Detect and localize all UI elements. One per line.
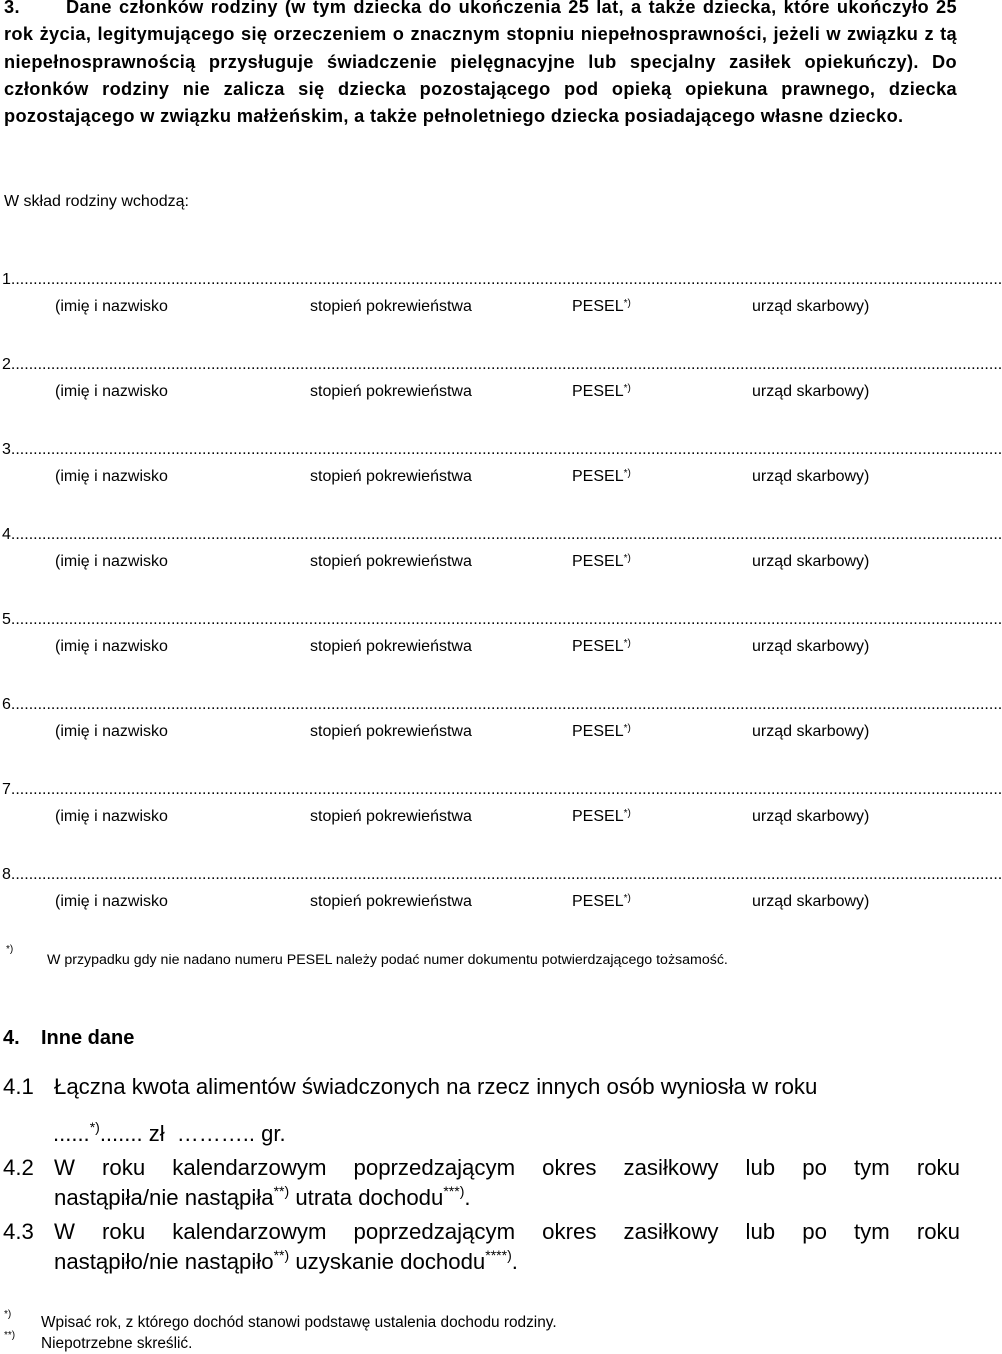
- member-entry-line[interactable]: [2, 525, 1002, 545]
- label-pesel: [572, 636, 631, 658]
- section-4-number: 4.: [3, 1027, 20, 1049]
- label-pesel-text: PESEL: [572, 893, 624, 910]
- label-pesel-text: PESEL: [572, 638, 624, 655]
- item-4-3-end: .: [511, 1249, 518, 1274]
- label-pesel: [572, 721, 631, 743]
- member-entry-line[interactable]: [2, 780, 1002, 800]
- member-entry-line[interactable]: [2, 695, 1002, 715]
- label-name: (imię i nazwisko: [55, 808, 168, 825]
- member-dots: ...............................................................................................................................................................................................................................: [10, 441, 1002, 458]
- family-member-row[interactable]: [0, 610, 1002, 670]
- member-entry-line[interactable]: [2, 270, 1002, 290]
- label-pesel: [572, 891, 631, 913]
- member-number: 6: [2, 696, 11, 713]
- label-pesel-mark: *): [623, 723, 631, 734]
- footnote-year: [0, 1311, 960, 1333]
- member-dots: ...............................................................................................................................................................................................................................: [10, 271, 1002, 288]
- member-dots: ...............................................................................................................................................................................................................................: [10, 611, 1002, 628]
- year-footnote-mark: *): [89, 1119, 100, 1135]
- label-name: (imię i nazwisko: [55, 383, 168, 400]
- label-pesel-mark: *): [623, 808, 631, 819]
- footnote-strike-text: Niepotrzebne skreślić.: [41, 1335, 193, 1352]
- gr-dots: ………..: [176, 1121, 255, 1146]
- label-name: (imię i nazwisko: [55, 553, 168, 570]
- item-4-2-mark-b: ***): [443, 1183, 465, 1199]
- label-relation: stopień pokrewieństwa: [310, 298, 472, 315]
- label-pesel-text: PESEL: [572, 553, 624, 570]
- label-tax-office: urząd skarbowy): [752, 723, 870, 740]
- label-tax-office: urząd skarbowy): [752, 383, 870, 400]
- member-entry-line[interactable]: [2, 865, 1002, 885]
- gr-unit: gr.: [261, 1121, 286, 1146]
- member-number: 2: [2, 356, 11, 373]
- family-member-row[interactable]: [0, 695, 1002, 755]
- label-pesel-mark: *): [623, 893, 631, 904]
- zl-dots: .......: [99, 1121, 143, 1146]
- footnote-strike: [0, 1332, 960, 1354]
- label-tax-office: urząd skarbowy): [752, 468, 870, 485]
- label-pesel: [572, 466, 631, 488]
- item-4-1-text: Łączna kwota alimentów świadczonych na rzecz innych osób wyniosła w roku: [54, 1074, 818, 1099]
- member-number: 4: [2, 526, 11, 543]
- label-pesel-text: PESEL: [572, 808, 624, 825]
- pesel-footnote: [0, 946, 960, 970]
- member-labels: [0, 721, 960, 743]
- member-entry-line[interactable]: [2, 440, 1002, 460]
- alimony-amount-field[interactable]: [53, 1120, 286, 1148]
- label-pesel-mark: *): [623, 383, 631, 394]
- member-labels: [0, 466, 960, 488]
- label-relation: stopień pokrewieństwa: [310, 723, 472, 740]
- label-relation: stopień pokrewieństwa: [310, 553, 472, 570]
- label-relation: stopień pokrewieństwa: [310, 808, 472, 825]
- label-name: (imię i nazwisko: [55, 298, 168, 315]
- label-pesel-text: PESEL: [572, 468, 624, 485]
- item-4-2-options: nastąpiła/nie nastąpiła: [54, 1185, 274, 1210]
- member-entry-line[interactable]: [2, 610, 1002, 630]
- section-3-number: 3.: [4, 0, 20, 17]
- member-labels: [0, 381, 960, 403]
- label-pesel: [572, 296, 631, 318]
- label-pesel-mark: *): [623, 468, 631, 479]
- item-4-3-mark-a: **): [273, 1247, 290, 1263]
- footnote-year-text: Wpisać rok, z którego dochód stanowi podstawę ustalenia dochodu rodziny.: [41, 1314, 557, 1331]
- label-relation: stopień pokrewieństwa: [310, 383, 472, 400]
- family-member-row[interactable]: [0, 355, 1002, 415]
- member-labels: [0, 551, 960, 573]
- label-pesel: [572, 551, 631, 573]
- item-4-3-options: nastąpiło/nie nastąpiło: [54, 1249, 274, 1274]
- label-tax-office: urząd skarbowy): [752, 298, 870, 315]
- label-tax-office: urząd skarbowy): [752, 638, 870, 655]
- item-4-3-line1: W roku kalendarzowym poprzedzającym okres zasiłkowy lub po tym roku: [54, 1219, 960, 1244]
- label-pesel: [572, 381, 631, 403]
- member-number: 3: [2, 441, 11, 458]
- label-name: (imię i nazwisko: [55, 638, 168, 655]
- label-pesel-text: PESEL: [572, 383, 624, 400]
- section-3-description: [4, 0, 957, 130]
- family-member-row[interactable]: [0, 865, 1002, 925]
- item-4-3-mark-b: ****): [485, 1247, 512, 1263]
- label-name: (imię i nazwisko: [55, 893, 168, 910]
- family-intro: W skład rodziny wchodzą:: [4, 193, 189, 210]
- member-number: 7: [2, 781, 11, 798]
- label-tax-office: urząd skarbowy): [752, 808, 870, 825]
- label-name: (imię i nazwisko: [55, 468, 168, 485]
- item-4-3-number: 4.3: [3, 1219, 34, 1244]
- member-dots: ...............................................................................................................................................................................................................................: [10, 526, 1002, 543]
- member-number: 5: [2, 611, 11, 628]
- family-member-row[interactable]: [0, 440, 1002, 500]
- item-4-2-number: 4.2: [3, 1155, 34, 1180]
- label-pesel-mark: *): [623, 638, 631, 649]
- section-3-text: Dane członków rodziny (w tym dziecka do ukończenia 25 lat, a także dziecka, które ukończyło 25 rok życia, legitymującego się orzeczeniem o znacznym stopniu niepełnosprawności, jeżeli w związku z tą niepełnosprawnością przysługuje świadczenie pielęgnacyjne lub specjalny zasiłek opiekuńczy). Do członków rodziny nie zalicza się dziecka pozostającego pod opieką opiekuna prawnego, dziecka pozostającego w związku małżeńskim, a także pełnoletniego dziecka posiadającego własne dziecko.: [4, 0, 957, 127]
- member-number: 1: [2, 271, 11, 288]
- label-relation: stopień pokrewieństwa: [310, 468, 472, 485]
- section-4-heading: [3, 1026, 134, 1050]
- family-member-row[interactable]: [0, 525, 1002, 585]
- member-entry-line[interactable]: [2, 355, 1002, 375]
- label-pesel-mark: *): [623, 553, 631, 564]
- member-dots: ...............................................................................................................................................................................................................................: [10, 696, 1002, 713]
- zl-unit: zł: [148, 1121, 165, 1146]
- family-member-row[interactable]: [0, 780, 1002, 840]
- footnote-year-mark: *): [4, 1309, 12, 1320]
- label-name: (imię i nazwisko: [55, 723, 168, 740]
- member-dots: ...............................................................................................................................................................................................................................: [10, 866, 1002, 883]
- label-relation: stopień pokrewieństwa: [310, 893, 472, 910]
- label-pesel-mark: *): [623, 298, 631, 309]
- member-labels: [0, 296, 960, 318]
- label-pesel: [572, 806, 631, 828]
- member-labels: [0, 636, 960, 658]
- section-4-title: Inne dane: [41, 1027, 135, 1049]
- item-4-2-end: .: [464, 1185, 471, 1210]
- label-tax-office: urząd skarbowy): [752, 893, 870, 910]
- item-4-2-subject: utrata dochodu: [295, 1185, 444, 1210]
- item-4-2-line1: W roku kalendarzowym poprzedzającym okres zasiłkowy lub po tym roku: [54, 1155, 960, 1180]
- label-relation: stopień pokrewieństwa: [310, 638, 472, 655]
- item-4-2-mark-a: **): [273, 1183, 290, 1199]
- member-labels: [0, 806, 960, 828]
- family-member-row[interactable]: [0, 270, 1002, 330]
- member-dots: ...............................................................................................................................................................................................................................: [10, 356, 1002, 373]
- member-labels: [0, 891, 960, 913]
- label-pesel-text: PESEL: [572, 723, 624, 740]
- year-dots: ......: [53, 1121, 90, 1146]
- footnote-mark: *): [6, 944, 14, 955]
- member-number: 8: [2, 866, 11, 883]
- item-4-1-number: 4.1: [3, 1074, 34, 1099]
- label-tax-office: urząd skarbowy): [752, 553, 870, 570]
- footnote-text: W przypadku gdy nie nadano numeru PESEL należy podać numer dokumentu potwierdzającego tożsamość.: [47, 952, 728, 968]
- member-dots: ...............................................................................................................................................................................................................................: [10, 781, 1002, 798]
- footnote-strike-mark: **): [4, 1330, 16, 1341]
- item-4-3-subject: uzyskanie dochodu: [295, 1249, 486, 1274]
- label-pesel-text: PESEL: [572, 298, 624, 315]
